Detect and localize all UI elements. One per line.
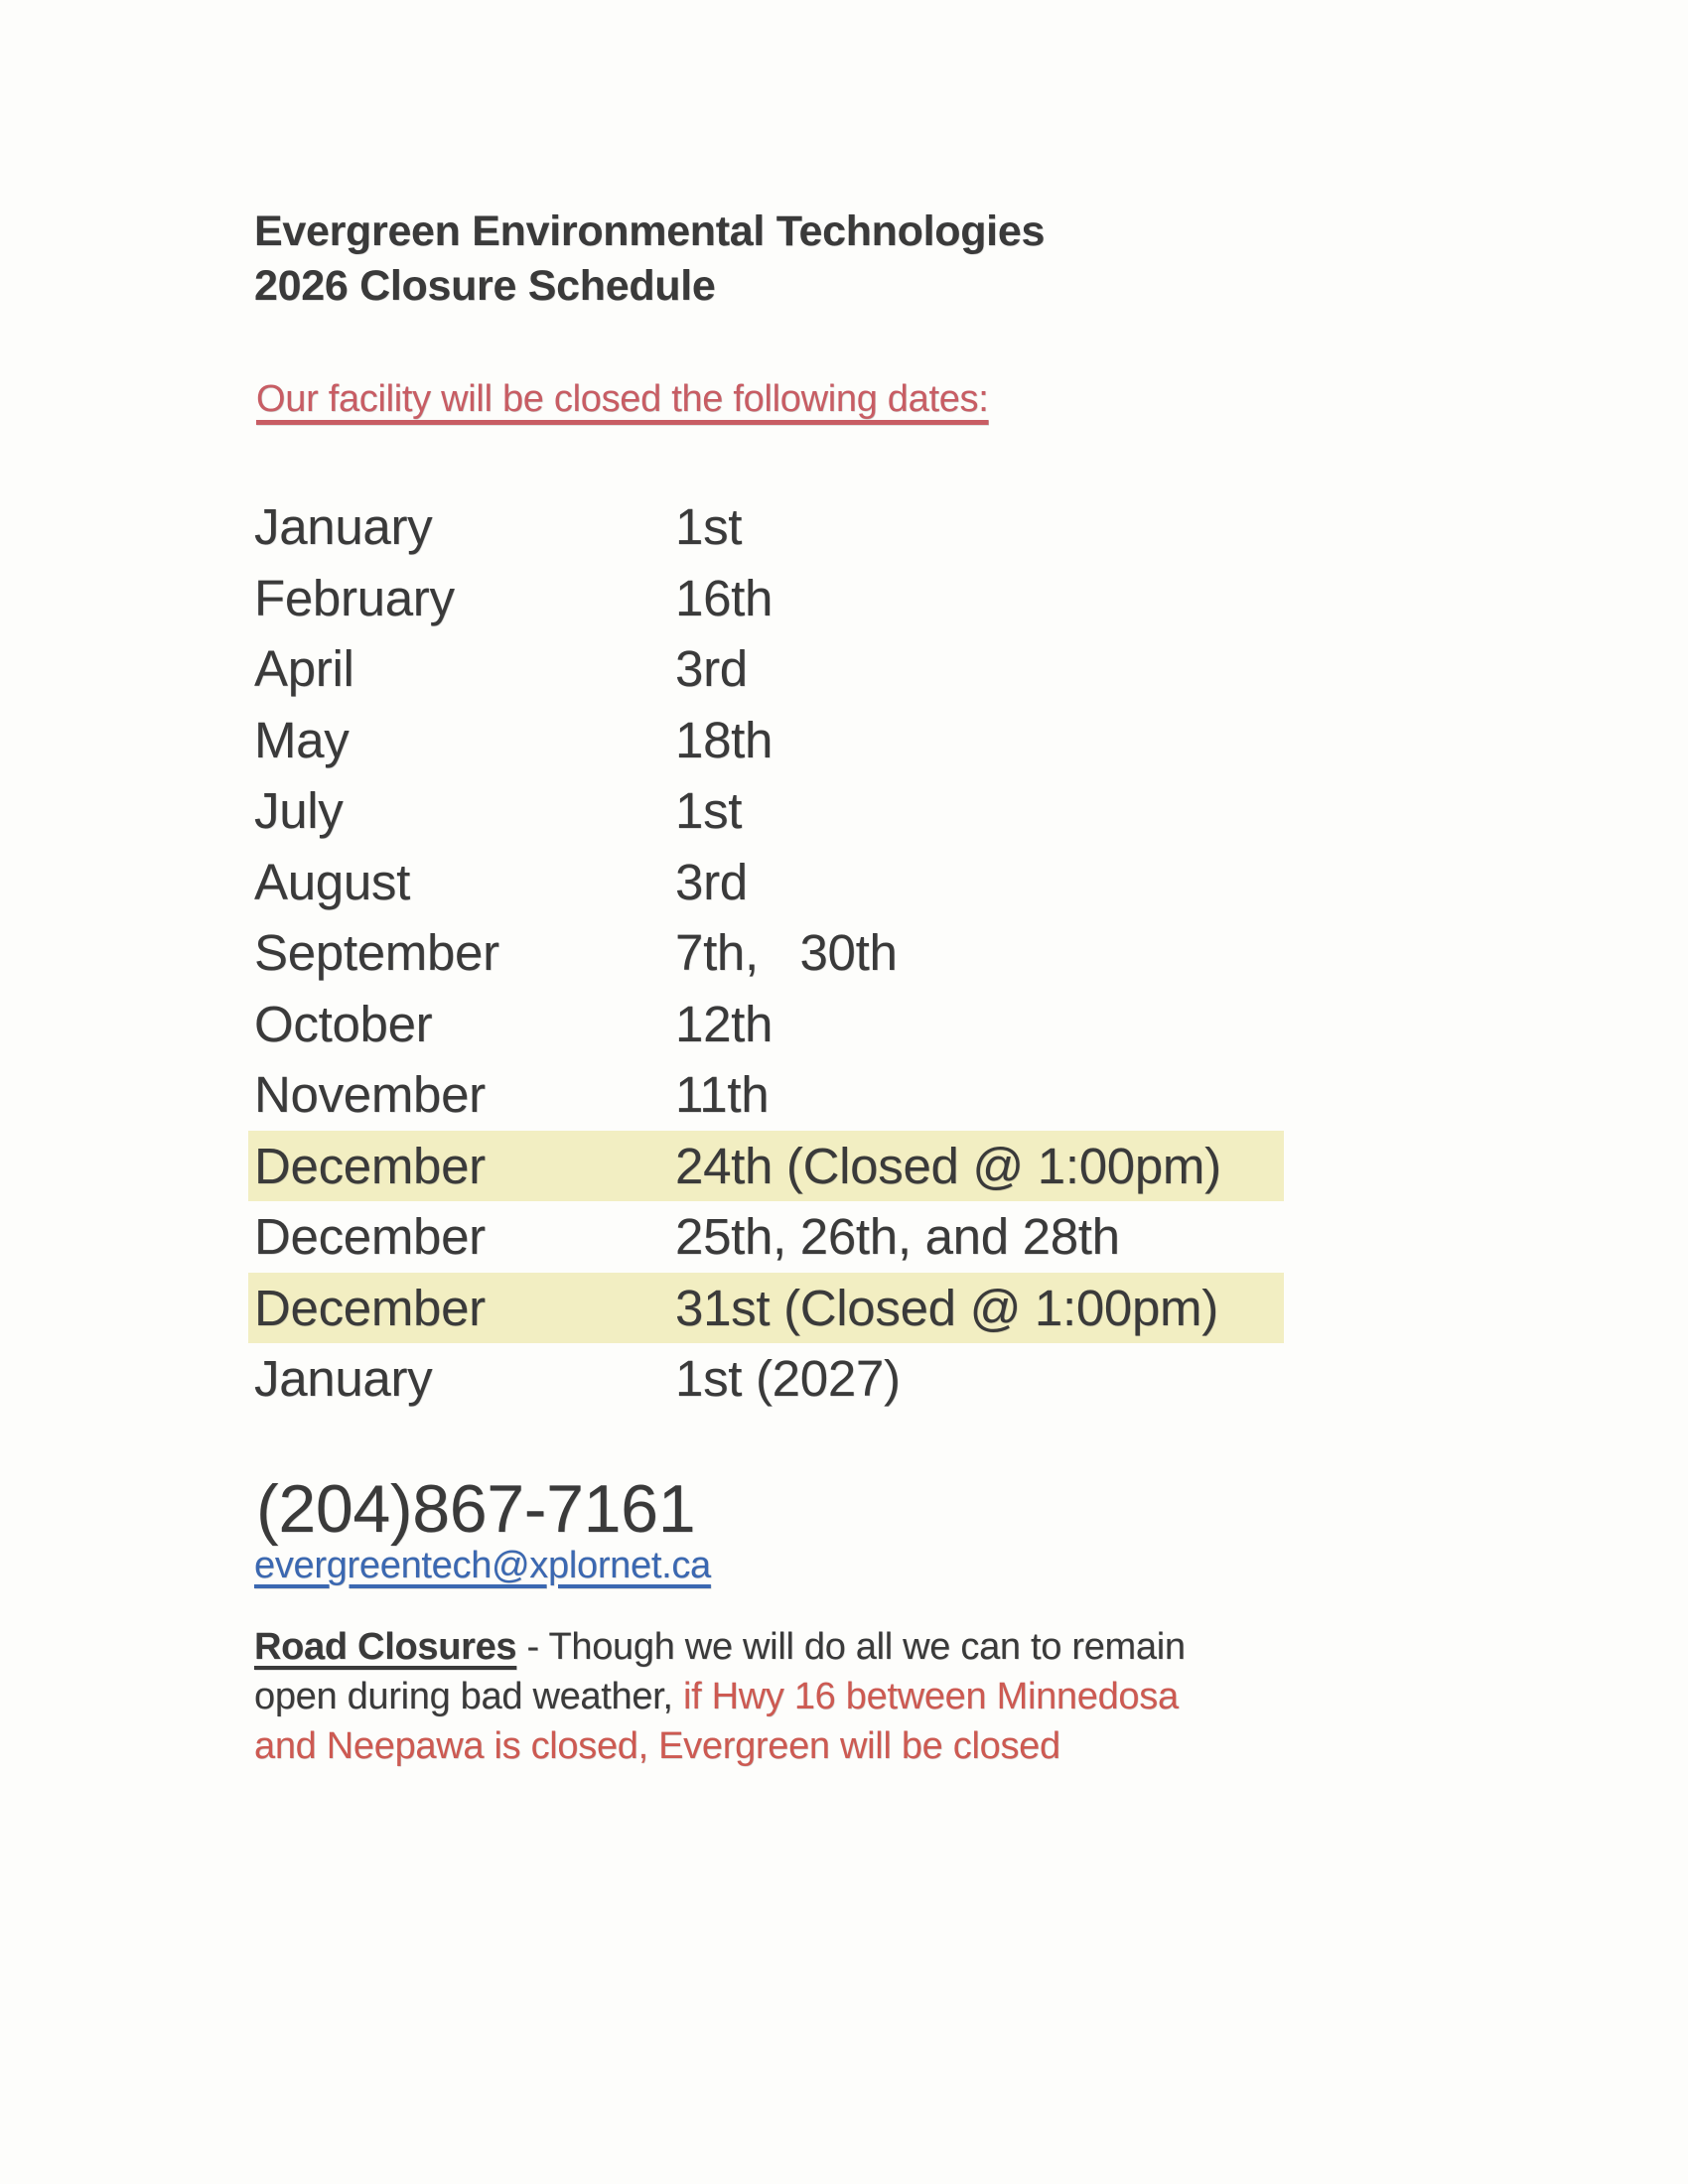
- schedule-row: [248, 563, 1284, 634]
- road-closures-heading: Road Closures: [254, 1626, 517, 1668]
- schedule-row: [248, 775, 1284, 847]
- email-link[interactable]: evergreentech@xplornet.ca: [254, 1545, 711, 1586]
- road-closures-paragraph: [254, 1622, 1186, 1771]
- schedule-dates: 3rd: [675, 853, 748, 910]
- schedule-month: February: [254, 569, 455, 626]
- road-closures-text: and Neepawa is closed, Evergreen will be closed: [254, 1725, 1060, 1767]
- schedule-month: December: [254, 1208, 486, 1265]
- schedule-month: May: [254, 711, 350, 768]
- schedule-month: January: [254, 498, 433, 555]
- schedule-row: [248, 633, 1284, 705]
- schedule-row: [248, 847, 1284, 918]
- road-closures-line: [254, 1672, 1186, 1721]
- schedule-month: December: [254, 1279, 486, 1336]
- schedule-dates: 31st (Closed @ 1:00pm): [675, 1279, 1218, 1336]
- schedule-dates: 11th: [675, 1066, 770, 1123]
- schedule-dates: 1st (2027): [675, 1350, 901, 1407]
- schedule-month: January: [254, 1350, 433, 1407]
- schedule-month: October: [254, 995, 433, 1052]
- title-line-1: Evergreen Environmental Technologies: [254, 207, 1046, 255]
- closure-schedule-list: [248, 491, 1284, 1415]
- title-line-2: 2026 Closure Schedule: [254, 262, 716, 310]
- schedule-dates: 3rd: [675, 640, 748, 697]
- phone-number: (204)867-7161: [256, 1471, 696, 1547]
- schedule-row: [248, 491, 1284, 563]
- schedule-month: November: [254, 1066, 486, 1123]
- schedule-month: September: [254, 924, 499, 981]
- schedule-dates: 1st: [675, 782, 743, 839]
- document-title: [254, 205, 1045, 314]
- road-closures-text: - Though we will do all we can to remain: [516, 1626, 1186, 1668]
- schedule-dates: 16th: [675, 569, 774, 626]
- road-closures-line: [254, 1622, 1186, 1672]
- intro-heading: Our facility will be closed the following dates:: [256, 378, 989, 420]
- road-closures-line: [254, 1721, 1186, 1771]
- schedule-row: [248, 1059, 1284, 1131]
- schedule-month: July: [254, 782, 344, 839]
- schedule-dates: 24th (Closed @ 1:00pm): [675, 1137, 1221, 1194]
- schedule-row: [248, 1201, 1284, 1273]
- schedule-row-highlighted: [248, 1273, 1284, 1344]
- schedule-month: December: [254, 1137, 486, 1194]
- schedule-row: [248, 989, 1284, 1060]
- road-closures-text: open during bad weather,: [254, 1676, 683, 1717]
- schedule-row-highlighted: [248, 1131, 1284, 1202]
- schedule-month: August: [254, 853, 410, 910]
- schedule-dates: 1st: [675, 498, 743, 555]
- schedule-dates: 25th, 26th, and 28th: [675, 1208, 1120, 1265]
- schedule-row: [248, 705, 1284, 776]
- schedule-month: April: [254, 640, 354, 697]
- schedule-row: [248, 917, 1284, 989]
- schedule-dates: 18th: [675, 711, 774, 768]
- schedule-dates: 7th, 30th: [675, 924, 898, 981]
- schedule-row: [248, 1343, 1284, 1415]
- schedule-dates: 12th: [675, 995, 774, 1052]
- road-closures-text: if Hwy 16 between Minnedosa: [682, 1676, 1179, 1717]
